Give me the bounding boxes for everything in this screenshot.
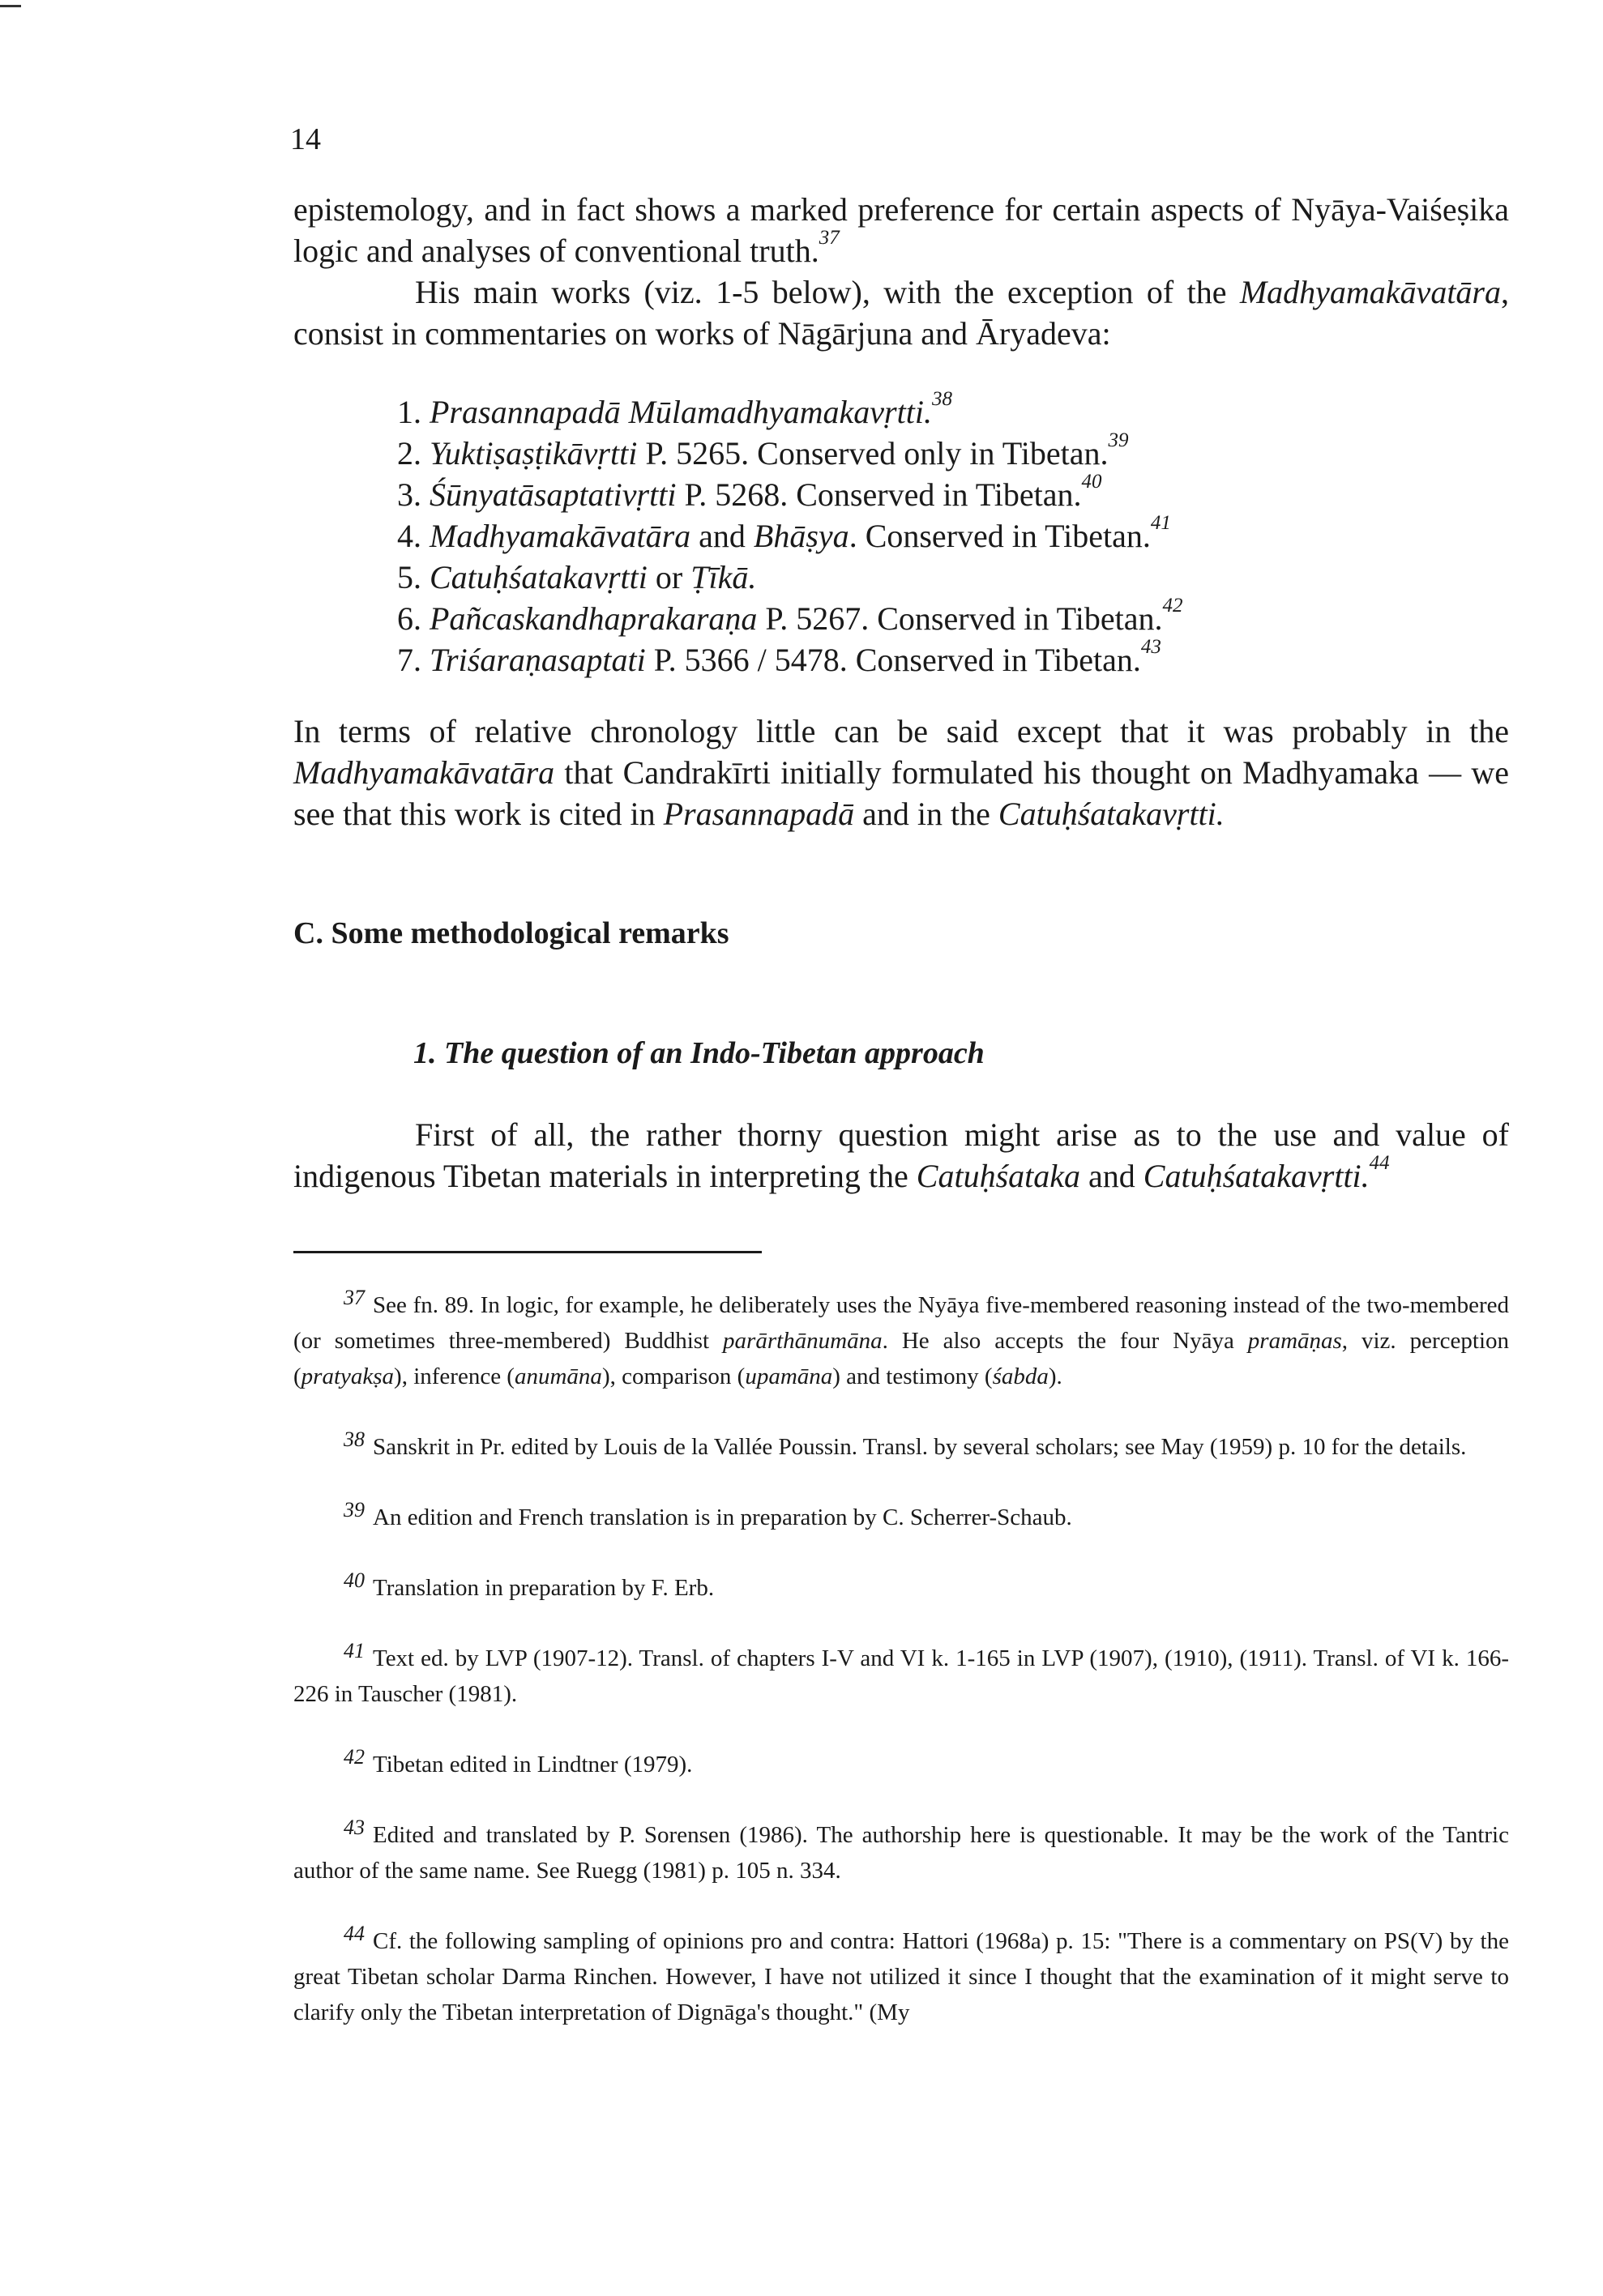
footnote-number: 37 bbox=[344, 1286, 365, 1309]
footnote-number: 43 bbox=[344, 1816, 365, 1839]
footnote-text: , viz. perception ( bbox=[293, 1328, 1509, 1389]
footnote-44 bbox=[293, 1916, 1509, 2030]
paragraph-text: and bbox=[1080, 1158, 1143, 1194]
list-number: 4. bbox=[397, 518, 421, 554]
paragraph-text: , consist in commentaries on works of Nāgārjuna and Āryadeva: bbox=[293, 274, 1509, 352]
footnote-40 bbox=[293, 1563, 1509, 1606]
work-title: Madhyamakāvatāra bbox=[293, 754, 555, 791]
footnote-text: Cf. the following sampling of opinions pro and contra: Hattori (1968a) p. 15: "There is a commentary on PS(V) by the great Tibetan scholar Darma Rinchen. However, I have not utilized it since I thought that the examination of it might serve to clarify only the Tibetan interpretation of Dignāga's thought." (My bbox=[293, 1928, 1509, 2025]
work-title: Catuḥśataka bbox=[916, 1158, 1081, 1194]
footnote-ref-39[interactable]: 39 bbox=[1108, 429, 1129, 451]
footnote-number: 40 bbox=[344, 1568, 365, 1592]
work-detail: P. 5265. Conserved only in Tibetan. bbox=[637, 435, 1109, 472]
list-number: 7. bbox=[397, 642, 421, 678]
paragraph-text: In terms of relative chronology little can be said except that it was probably in the bbox=[293, 713, 1509, 749]
work-detail: P. 5268. Conserved in Tibetan. bbox=[676, 476, 1082, 513]
paragraph-epistemology bbox=[293, 189, 1509, 271]
work-title: Triśaraṇasaptati bbox=[430, 642, 646, 678]
work-title: Catuḥśatakavṛtti bbox=[430, 559, 648, 595]
footnote-text: ), inference ( bbox=[394, 1364, 515, 1389]
footnote-term: parārthānumāna bbox=[723, 1328, 883, 1354]
footnote-39 bbox=[293, 1492, 1509, 1535]
subsection-heading: 1. The question of an Indo-Tibetan approach bbox=[413, 1036, 985, 1070]
footnote-ref-38[interactable]: 38 bbox=[931, 388, 952, 410]
paragraph-text: epistemology, and in fact shows a marked preference for certain aspects of Nyāya-Vaiśeṣika logic and analyses of conventional truth. bbox=[293, 191, 1509, 269]
footnote-number: 41 bbox=[344, 1639, 365, 1662]
list-item bbox=[397, 636, 1182, 681]
work-detail: P. 5366 / 5478. Conserved in Tibetan. bbox=[645, 642, 1141, 678]
list-item bbox=[397, 595, 1183, 639]
work-title: Madhyamakāvatāra bbox=[1239, 274, 1501, 310]
footnote-text: ). bbox=[1048, 1364, 1062, 1389]
footnote-term: pramāṇas bbox=[1247, 1328, 1342, 1354]
work-title: Prasannapadā bbox=[663, 796, 855, 832]
footnote-41 bbox=[293, 1633, 1509, 1712]
paragraph-text: and in the bbox=[854, 796, 998, 832]
footnote-text: ) and testimony ( bbox=[832, 1364, 993, 1389]
works-list bbox=[397, 388, 1183, 681]
list-number: 1. bbox=[397, 394, 421, 430]
footnotes bbox=[293, 1280, 1509, 2058]
footnote-number: 42 bbox=[344, 1745, 365, 1769]
footnote-term: pratyakṣa bbox=[301, 1364, 395, 1389]
paragraph-chronology bbox=[293, 711, 1509, 834]
work-title: Prasannapadā Mūlamadhyamakavṛtti. bbox=[430, 394, 932, 430]
list-number: 5. bbox=[397, 559, 421, 595]
work-title: Ṭīkā. bbox=[690, 559, 757, 595]
work-title: Catuḥśatakavṛtti. bbox=[998, 796, 1225, 832]
paragraph-question bbox=[293, 1114, 1509, 1197]
footnote-text: See fn. 89. In logic, for example, he deliberately uses the Nyāya five-membered reasoning instead of the two-membered (or sometimes three-membered) Buddhist bbox=[293, 1292, 1509, 1354]
paragraph-text: that Candrakīrti initially formulated his thought on Madhyamaka — we see that this work is cited in bbox=[293, 754, 1509, 832]
list-item bbox=[397, 557, 1182, 598]
work-title: Madhyamakāvatāra bbox=[430, 518, 691, 554]
work-title: Yuktiṣaṣṭikāvṛtti bbox=[430, 435, 638, 472]
footnote-ref-44[interactable]: 44 bbox=[1369, 1152, 1390, 1174]
list-item bbox=[397, 471, 1182, 515]
work-title: Śūnyatāsaptativṛtti bbox=[430, 476, 677, 513]
joiner-or: or bbox=[647, 559, 691, 595]
footnote-37 bbox=[293, 1280, 1509, 1394]
joiner-and: and bbox=[690, 518, 754, 554]
footnote-ref-42[interactable]: 42 bbox=[1162, 595, 1183, 617]
work-title: Catuḥśatakavṛtti. bbox=[1143, 1158, 1370, 1194]
footnote-number: 44 bbox=[344, 1922, 365, 1945]
footnote-42 bbox=[293, 1739, 1509, 1782]
footnote-term: upamāna bbox=[745, 1364, 833, 1389]
work-title: Pañcaskandhaprakaraṇa bbox=[430, 600, 758, 637]
paragraph-main-works bbox=[293, 271, 1509, 354]
list-item bbox=[397, 512, 1182, 557]
footnote-text: Edited and translated by P. Sorensen (1986). The authorship here is questionable. It may be the work of the Tantric author of the same name. See Ruegg (1981) p. 105 n. 334. bbox=[293, 1822, 1509, 1884]
footnote-ref-41[interactable]: 41 bbox=[1150, 512, 1171, 534]
footnote-ref-37[interactable]: 37 bbox=[819, 227, 840, 249]
footnote-text: An edition and French translation is in preparation by C. Scherrer-Schaub. bbox=[373, 1504, 1072, 1530]
paragraph-text: First of all, the rather thorny question might arise as to the use and value of indigenous Tibetan materials in interpreting the bbox=[293, 1116, 1509, 1194]
work-title: Bhāṣya bbox=[753, 518, 849, 554]
footnote-number: 39 bbox=[344, 1498, 365, 1521]
list-number: 6. bbox=[397, 600, 421, 637]
footnote-number: 38 bbox=[344, 1428, 365, 1451]
work-detail: P. 5267. Conserved in Tibetan. bbox=[757, 600, 1163, 637]
footnote-term: anumāna bbox=[514, 1364, 602, 1389]
footnote-text: Translation in preparation by F. Erb. bbox=[373, 1575, 715, 1601]
footnote-38 bbox=[293, 1422, 1509, 1465]
footnote-text: Tibetan edited in Lindtner (1979). bbox=[373, 1752, 693, 1777]
footnote-text: Text ed. by LVP (1907-12). Transl. of chapters I-V and VI k. 1-165 in LVP (1907), (1910), (1911). Transl. of VI k. 166-226 in Tauscher (1981). bbox=[293, 1645, 1509, 1707]
footnote-ref-43[interactable]: 43 bbox=[1140, 636, 1161, 658]
list-item bbox=[397, 429, 1182, 474]
footnote-text: ), comparison ( bbox=[601, 1364, 746, 1389]
section-heading: C. Some methodological remarks bbox=[293, 916, 729, 950]
list-item bbox=[397, 388, 1182, 433]
footnote-43 bbox=[293, 1810, 1509, 1888]
footnote-divider bbox=[293, 1251, 762, 1253]
footnote-text: . He also accepts the four Nyāya bbox=[882, 1328, 1248, 1354]
corner-scan-mark bbox=[0, 5, 21, 7]
footnote-text: Sanskrit in Pr. edited by Louis de la Vallée Poussin. Transl. by several scholars; see May (1959) p. 10 for the details. bbox=[373, 1434, 1467, 1460]
footnote-term: śabda bbox=[992, 1364, 1049, 1389]
list-number: 2. bbox=[397, 435, 421, 472]
list-number: 3. bbox=[397, 476, 421, 513]
work-detail: . Conserved in Tibetan. bbox=[849, 518, 1151, 554]
paragraph-text: His main works (viz. 1-5 below), with the exception of the bbox=[415, 274, 1240, 310]
page-number: 14 bbox=[290, 122, 321, 156]
footnote-ref-40[interactable]: 40 bbox=[1081, 471, 1102, 493]
